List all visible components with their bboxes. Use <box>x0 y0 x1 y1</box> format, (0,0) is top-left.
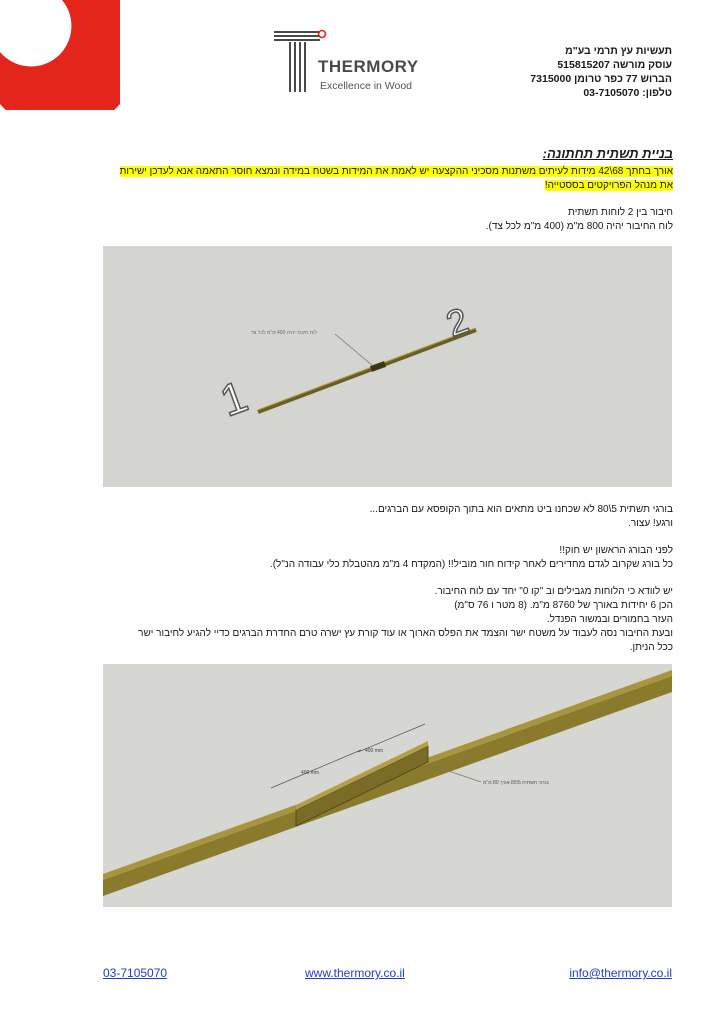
text-line: ובעת החיבור נסה לעבוד על משטח ישר והצמד את הפלס הארוך או עוד קורת עץ ישרה טרם החדרת הברגים כדיי להגיע לחיבור ישר <box>138 628 673 639</box>
text-line: לוח החיבור יהיה 800 מ"מ (400 מ"מ לכל צד). <box>485 221 673 232</box>
text-line: ככל הניתן. <box>629 642 673 653</box>
footer-website-link[interactable]: www.thermory.co.il <box>305 966 405 980</box>
text-line: בורגי תשתית 5\80 לא שכחנו ביט מתאים הוא בתוך הקופסא עם הברגים... <box>369 504 673 515</box>
footer-email-link[interactable]: info@thermory.co.il <box>569 966 672 980</box>
corner-decoration <box>0 0 120 110</box>
highlight-note <box>103 165 673 193</box>
highlight-line: את מנהל הפרויקטים בססטייה! <box>544 180 673 191</box>
board-beam <box>258 330 476 412</box>
company-address: הברוש 77 כפר טרומן 7315000 <box>530 73 672 85</box>
paragraph-screws <box>103 503 673 531</box>
figure-joint-overview <box>103 246 672 487</box>
figure2-annotation: בורגי תשתית 5\80 אורך 80 מ"מ <box>483 780 549 786</box>
page-title: בניית תשתית תחתונה: <box>542 146 673 161</box>
paragraph-joining <box>103 206 673 234</box>
board-beam <box>103 676 672 896</box>
text-line: ורגע! עצור. <box>628 518 673 529</box>
text-line: יש לוודא כי הלוחות מגבילים וב "קו 0" יחד עם לוח החיבור. <box>434 586 673 597</box>
company-phone: טלפון: 03-7105070 <box>583 87 672 99</box>
figure1-annotation: לוח חיבור יהיה 400 מ"מ לכל צד <box>251 330 317 336</box>
logo-tagline: Excellence in Wood <box>320 80 413 92</box>
figure-joint-closeup <box>103 664 672 907</box>
company-id: עוסק מורשה 515815207 <box>557 59 672 71</box>
figure2-dim-left: 400 mm <box>301 770 320 776</box>
footer-phone[interactable]: 03-7105070 <box>103 966 168 980</box>
company-name: תעשיות עץ תרמי בע"מ <box>565 45 672 57</box>
figure1-label-2: 2 <box>440 299 474 345</box>
paragraph-instructions <box>103 585 673 655</box>
joint-plate <box>371 364 385 369</box>
figure2-dim-right: 400 mm <box>365 748 384 754</box>
highlight-line: אורך בחתך 68\42 מידות לעיתים משתנות מסכיני ההקצעה יש לאמת את המידות בשטח במידה ונמצא חוסר התאמה אנא לעדכן ישירות <box>119 166 673 177</box>
text-line: חיבור בין 2 לוחות תשתית <box>568 207 673 218</box>
company-info <box>412 44 672 100</box>
text-line: הכן 6 יחידות באורך של 8760 מ"מ. (8 מטר ו 76 ס"מ) <box>454 600 673 611</box>
text-line: לפני הבורג הראשון יש חוק!! <box>559 545 673 556</box>
text-line: העזר בחמורים ובמשור הפנדל. <box>546 614 673 625</box>
paragraph-rule <box>103 544 673 572</box>
text-line: כל בורג שקרוב לגדם מחדירים לאחר קידוח חור מוביל!! (המקדח 4 מ"מ מהטבלת כלי עבודה הנ"ל). <box>269 559 673 570</box>
logo-name: THERMORY <box>318 57 419 76</box>
figure1-label-1: 1 <box>214 371 254 427</box>
